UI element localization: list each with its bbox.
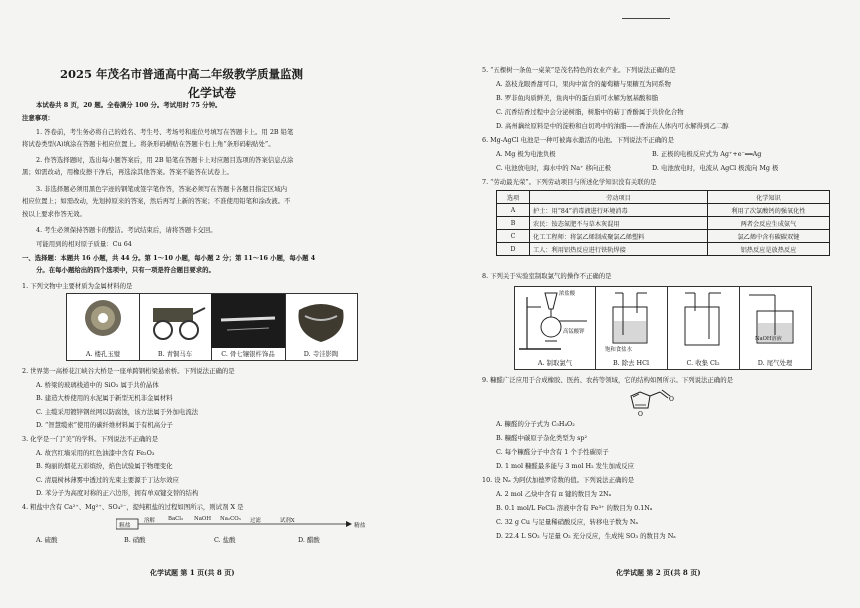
option: C. 盐酸 xyxy=(214,536,236,544)
option: D. 苯分子为高度对称的正六边形，拥有单双键交替的结构 xyxy=(36,489,199,497)
question-1-figure xyxy=(66,293,358,361)
notice-line: 按以上要求作答无效。 xyxy=(22,210,86,218)
table-cell: 工人：利用铝热反应进行铁轨焊接 xyxy=(530,243,708,256)
table-cell: C xyxy=(497,230,530,243)
flow-step: 试剂X xyxy=(280,518,295,524)
notice-line: 相应位置上；如需改动，先划掉原来的答案，然后再写上新的答案；不准使用铅笔和涂改液。不 xyxy=(22,197,291,205)
page-footer: 化学试题 第 2 页(共 8 页) xyxy=(616,568,701,577)
table-header-row xyxy=(497,191,830,204)
question-3: 3. 化学是一门“美”的学科。下列说法不正确的是 xyxy=(22,435,159,443)
figure-caption: A. 楼孔玉璧 xyxy=(85,350,121,358)
table-header: 化学知识 xyxy=(707,191,829,204)
furfural-structure xyxy=(626,386,676,418)
option: A. 硫酸 xyxy=(36,536,58,544)
table-cell: 氯乙烯中含有碳碳双键 xyxy=(707,230,829,243)
notice-line: 将试卷类型(A)填涂在答题卡相应位置上。将条形码横贴在答题卡右上角“条形码粘贴处”。 xyxy=(22,140,275,148)
labor-table xyxy=(496,190,830,256)
option: A. 糠醛的分子式为 C₅H₄O₂ xyxy=(496,420,575,428)
svg-text:O: O xyxy=(669,396,674,403)
flow-step: 溶解 xyxy=(144,518,155,524)
table-cell: 铝热反应是放热反应 xyxy=(707,243,829,256)
table-header: 选项 xyxy=(497,191,530,204)
figure-caption: C. 骨七镶银杵饰品 xyxy=(221,350,275,358)
option: D. 22.4 L SO₂ 与足量 O₂ 充分反应，生成纯 SO₃ 的数目为 Nₐ xyxy=(496,532,676,540)
notice-line: 1. 答卷前，考生务必将自己的姓名、考生号、考场号和座位号填写在答题卡上。用 2B 铅笔 xyxy=(36,128,294,136)
figure-caption: B. 青铜马车 xyxy=(157,350,193,358)
figure-caption: D. 尾气处理 xyxy=(757,359,793,367)
option: C. 每个糠醛分子中含有 1 个手性碳原子 xyxy=(496,448,609,456)
flow-step: NaOH xyxy=(194,516,212,522)
table-cell: 化工工程师：将氯乙烯制成聚氯乙烯塑料 xyxy=(530,230,708,243)
question-5: 5. “五棵树一条鱼一桌菜”是茂名特色的农业产业。下列说法正确的是 xyxy=(482,66,676,74)
page-footer: 化学试题 第 1 页(共 8 页) xyxy=(150,568,235,577)
option: C. 主缆采用镀锌钢丝网以防腐蚀，该方法属于外加电流法 xyxy=(36,408,199,416)
flow-step: 粗盐 xyxy=(119,523,131,529)
notice-line: 黑；如需改动，用橡皮擦干净后，再选涂其他答案。答案不能答在试卷上。 xyxy=(22,168,233,176)
notice-line: 4. 考生必须保持答题卡的整洁。考试结束后，请将答题卡交回。 xyxy=(36,226,217,234)
reagent-label: 浓盐酸 xyxy=(559,291,576,297)
figure-caption: C. 收集 Cl₂ xyxy=(686,359,720,367)
option: C. 电池放电时，海水中的 Na⁺ 移向正极 xyxy=(496,164,612,172)
table-cell: D xyxy=(497,243,530,256)
jade-bi-photo xyxy=(67,294,140,360)
option: C. 32 g Cu 与足量稀硝酸反应，转移电子数为 Nₐ xyxy=(496,518,638,526)
svg-text:O: O xyxy=(638,411,643,418)
option: B. 绚丽的烟花五彩缤纷，焰色试验属于物理变化 xyxy=(36,462,173,470)
apparatus-b xyxy=(595,287,668,369)
section-1-heading: 分。在每小题给出的四个选项中，只有一项是符合题目要求的。 xyxy=(36,266,215,274)
question-1: 1. 下列文物中主要材质为金属材料的是 xyxy=(22,282,133,290)
question-6: 6. Mg-AgCl 电池是一种可被海水激活的电池。下列说法不正确的是 xyxy=(482,136,674,144)
flow-step: 过滤 xyxy=(250,518,261,524)
flow-step: 精盐 xyxy=(354,523,366,529)
flow-step: Na₂CO₃ xyxy=(220,516,241,522)
option: B. 罗非鱼肉质鲜美，鱼肉中的蛋白质可水解为氨基酸和脂 xyxy=(496,94,659,102)
table-cell: 农民：铵态氮肥不与草木灰混用 xyxy=(530,217,708,230)
purification-flow xyxy=(116,516,366,532)
section-1-heading: 一、选择题：本题共 16 小题，共 44 分。第 1～10 小题，每小题 2 分；第 11～16 小题，每小题 4 xyxy=(22,254,316,262)
option: D. 醋酸 xyxy=(298,536,320,544)
table-row xyxy=(497,243,830,256)
flow-step: BaCl₂ xyxy=(168,516,184,522)
exam-intro: 本试卷共 8 页，20 题。全卷满分 100 分。考试用时 75 分钟。 xyxy=(36,101,222,109)
bone-ornament-photo xyxy=(211,294,286,360)
reagent-label: NaOH溶液 xyxy=(755,336,782,342)
option: A. 荔枝龙眼香甜可口，果肉中富含的葡萄糖与果糖互为同系物 xyxy=(496,80,671,88)
question-2: 2. 世界第一高桥花江峡谷大桥是一座单跨钢桁梁悬索桥。下列说法正确的是 xyxy=(22,367,235,375)
question-7: 7. “劳动最光荣”。下列劳动项目与所述化学知识没有关联的是 xyxy=(482,178,657,186)
question-9: 9. 糠醛广泛应用于合成橡胶、医药、农药等领域，它的结构如图所示。下列说法正确的是 xyxy=(482,376,733,384)
table-header: 劳动项目 xyxy=(530,191,708,204)
table-cell: 两者会反应生成氨气 xyxy=(707,217,829,230)
option: B. 正极的电极反应式为 Ag⁺+e⁻══Ag xyxy=(652,150,762,158)
notice-line: 2. 作答选择题时，选出每小题答案后，用 2B 铅笔在答题卡上对应题目选项的答案信息点涂 xyxy=(36,156,294,164)
apparatus-figure xyxy=(514,286,812,370)
option: D. 1 mol 糠醛最多能与 3 mol H₂ 发生加成反应 xyxy=(496,462,635,470)
table-cell: A xyxy=(497,204,530,217)
apparatus-d xyxy=(739,287,811,369)
exam-subtitle: 化学试卷 xyxy=(188,86,237,100)
question-10: 10. 设 Nₐ 为阿伏加德罗常数的值。下列说法正确的是 xyxy=(482,476,635,484)
table-cell: 利用了次氯酸钙的强氧化性 xyxy=(707,204,829,217)
notice-heading: 注意事项： xyxy=(22,114,54,122)
option: A. 2 mol 乙炔中含有 π 键的数目为 2Nₐ xyxy=(496,490,612,498)
pottery-photo xyxy=(285,294,357,360)
option: C. 沉香结香过程中会分泌树脂，树脂中的萜丁香酚属于共价化合物 xyxy=(496,108,684,116)
table-cell: B xyxy=(497,217,530,230)
figure-caption: D. 寺洼影陶 xyxy=(303,350,339,358)
notice-line: 3. 非选择题必须用黑色字迹的钢笔或签字笔作答，答案必须写在答题卡各题目指定区域内 xyxy=(36,185,287,193)
option: B. 硝酸 xyxy=(124,536,146,544)
table-row xyxy=(497,204,830,217)
option: A. 故宫红墙采用的红色油漆中含有 Fe₂O₃ xyxy=(36,449,155,457)
bronze-chariot-photo xyxy=(139,294,212,360)
option: A. Mg 极为电池负极 xyxy=(496,150,556,158)
option: B. 0.1 mol/L FeCl₃ 溶液中含有 Fe³⁺ 的数目为 0.1Nₐ xyxy=(496,504,653,512)
table-row xyxy=(497,230,830,243)
option: B. 建造大桥使用的水泥属于新型无机非金属材料 xyxy=(36,394,173,402)
option: B. 糠醛中碳原子杂化类型为 sp² xyxy=(496,434,588,442)
option: D. “智慧缆索”使用的碳纤维材料属于有机高分子 xyxy=(36,421,173,429)
table-cell: 护士：用“84”消毒液进行环境消毒 xyxy=(530,204,708,217)
option: D. 电池放电时，电流从 AgCl 极流向 Mg 极 xyxy=(652,164,779,172)
apparatus-c xyxy=(667,287,740,369)
option: A. 桥梁的玻璃栈道中的 SiO₂ 属于共价晶体 xyxy=(36,381,159,389)
option: D. 高州藕丝原料是中的淀粉和白切鸡中的油脂——香油在人体内可水解得到乙二醇 xyxy=(496,122,729,130)
reagent-label: 高锰酸钾 xyxy=(563,329,585,335)
figure-caption: A. 制取氯气 xyxy=(537,359,573,367)
table-row xyxy=(497,217,830,230)
option: C. 清晨树林薄雾中透过的光束主要源于丁达尔效应 xyxy=(36,476,179,484)
apparatus-a xyxy=(515,287,596,369)
figure-caption: B. 除去 HCl xyxy=(612,359,650,367)
reagent-label: 饱和食盐水 xyxy=(605,347,632,353)
atomic-mass: 可能用到的相对原子质量：Cu 64 xyxy=(36,240,132,248)
question-8: 8. 下列关于实验室制取氯气的操作不正确的是 xyxy=(482,272,612,280)
page-2 xyxy=(430,0,860,608)
exam-title: 2025 年茂名市普通高中高二年级教学质量监测 xyxy=(60,67,304,81)
question-4: 4. 粗盐中含有 Ca²⁺、Mg²⁺、SO₄²⁻，提纯粗盐的过程如图所示，则试剂 X 是 xyxy=(22,503,244,511)
